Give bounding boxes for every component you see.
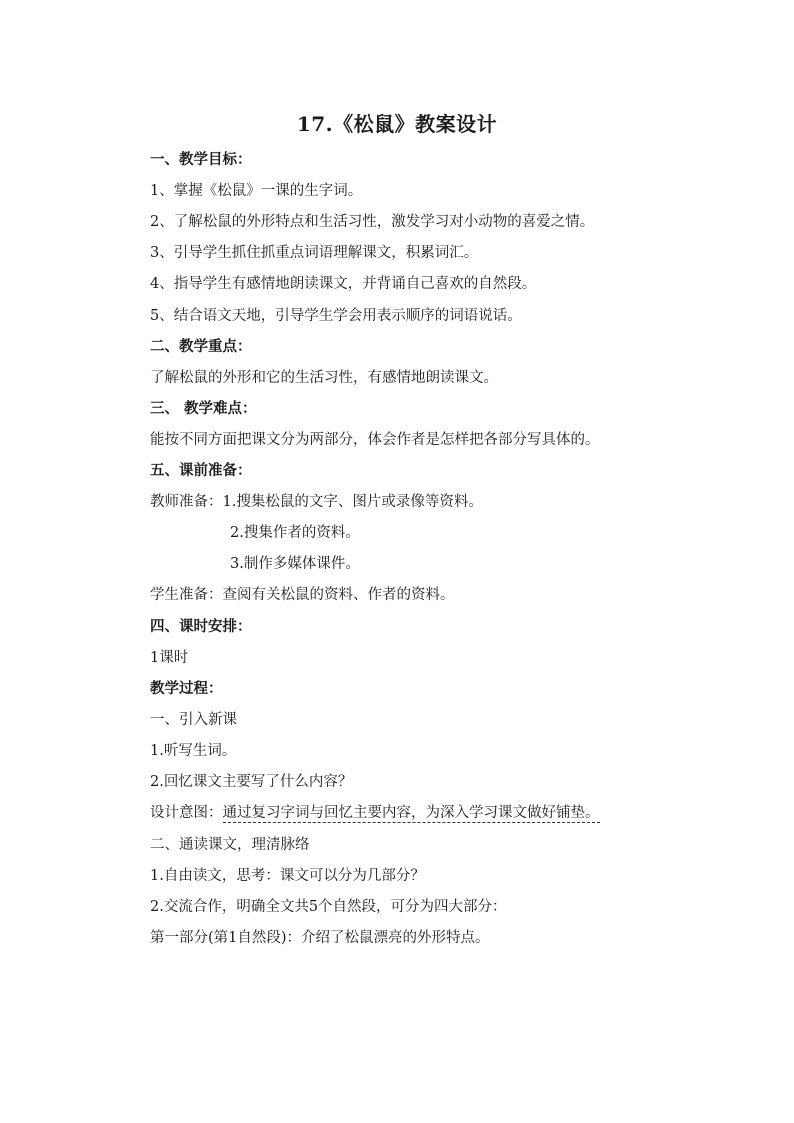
difficulties-text: 能按不同方面把课文分为两部分，体会作者是怎样把各部分写具体的。 [150, 432, 600, 448]
section-heading-key-points: 二、教学重点： [150, 338, 252, 355]
process-step-read-through: 二、通读课文，理清脉络 [150, 837, 310, 853]
process-item-dictation: 1.听写生词。 [150, 743, 237, 759]
goal-item-3: 3、引导学生抓住抓重点词语理解课文，积累词汇。 [150, 245, 479, 261]
design-intent-text: 通过复习字词与回忆主要内容，为深入学习课文做好铺垫。 [222, 805, 600, 821]
key-points-text: 了解松鼠的外形和它的生活习性，有感情地朗读课文。 [150, 370, 498, 386]
process-item-discussion: 2.交流合作，明确全文共5个自然段，可分为四大部分： [150, 899, 507, 915]
section-heading-teaching-goals: 一、教学目标： [150, 151, 252, 168]
goal-item-2: 2、了解松鼠的外形特点和生活习性，激发学习对小动物的喜爱之情。 [150, 214, 595, 230]
section-heading-process: 教学过程： [150, 680, 223, 697]
design-intent-label: 设计意图： [150, 805, 223, 821]
goal-item-4: 4、指导学生有感情地朗读课文，并背诵自己喜欢的自然段。 [150, 276, 537, 292]
section-heading-schedule: 四、课时安排： [150, 618, 252, 635]
goal-item-5: 5、结合语文天地，引导学生学会用表示顺序的词语说话。 [150, 308, 522, 324]
section-heading-preparation: 五、课前准备： [150, 462, 252, 479]
teacher-prep-3: 3.制作多媒体课件。 [230, 556, 360, 572]
process-item-recall: 2.回忆课文主要写了什么内容？ [150, 774, 353, 790]
page-title: 17.《松鼠》教案设计 [296, 112, 498, 136]
process-step-intro: 一、引入新课 [150, 712, 237, 728]
teacher-prep-2: 2.搜集作者的资料。 [230, 525, 360, 541]
process-item-part-one: 第一部分(第1自然段)：介绍了松鼠漂亮的外形特点。 [150, 930, 490, 946]
design-intent [150, 803, 600, 823]
teacher-prep-1: 教师准备：1.搜集松鼠的文字、图片或录像等资料。 [150, 494, 483, 510]
schedule-text: 1课时 [150, 650, 189, 666]
section-heading-difficulties: 三、 教学难点： [150, 400, 257, 417]
process-item-free-reading: 1.自由读文，思考：课文可以分为几部分？ [150, 868, 425, 884]
goal-item-1: 1、掌握《松鼠》一课的生字词。 [150, 183, 363, 199]
student-prep: 学生准备：查阅有关松鼠的资料、作者的资料。 [150, 587, 455, 603]
